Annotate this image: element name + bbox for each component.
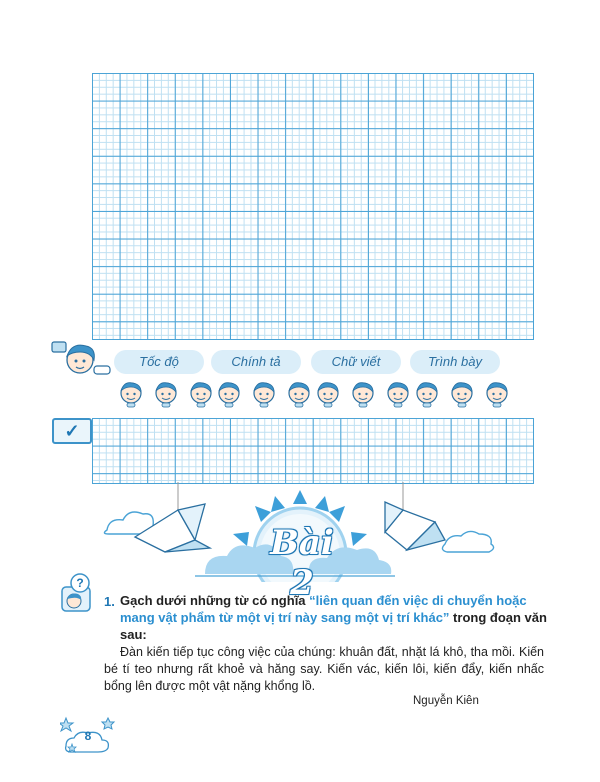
rating-faces-spelling[interactable]: [216, 380, 312, 410]
smiley-face-icon[interactable]: [251, 380, 277, 408]
svg-text:?: ?: [76, 576, 84, 590]
writing-grid-top: [92, 73, 534, 340]
child-mascot-icon: [50, 338, 112, 382]
criteria-handwriting: Chữ viết: [311, 350, 401, 374]
passage-author: Nguyễn Kiên: [413, 695, 479, 707]
rating-faces-speed[interactable]: [118, 380, 214, 410]
smiley-face-icon[interactable]: [153, 380, 179, 408]
question-number: 1.: [104, 594, 115, 609]
smiley-face-icon[interactable]: [118, 380, 144, 408]
question-prefix: Gạch dưới những từ có nghĩa: [120, 593, 310, 608]
criteria-speed: Tốc độ: [114, 350, 204, 374]
question-suffix: trong đoạn văn sau:: [120, 610, 547, 642]
rating-faces-handwriting[interactable]: [315, 380, 411, 410]
smiley-face-icon[interactable]: [350, 380, 376, 408]
question-highlight: “liên quan đến việc di chuyển hoặc mang vật phẩm từ một vị trí này sang một vị trí khác”: [120, 593, 527, 625]
smiley-face-icon[interactable]: [286, 380, 312, 408]
smiley-face-icon[interactable]: [414, 380, 440, 408]
smiley-face-icon[interactable]: [385, 380, 411, 408]
passage-text[interactable]: Đàn kiến tiếp tục công việc của chúng: khuân đất, nhặt lá khô, tha mồi. Kiến bé tí teo nhưng rất khoẻ và hăng say. Kiến vác, kiến lôi, kiến đẩy, kiến nhấc bổng lên được một vật nặng khổng lồ.: [104, 645, 544, 693]
smiley-face-icon[interactable]: [216, 380, 242, 408]
criteria-presentation: Trình bày: [410, 350, 500, 374]
smiley-face-icon[interactable]: [484, 380, 510, 408]
smiley-face-icon[interactable]: [188, 380, 214, 408]
criteria-spelling: Chính tả: [211, 350, 301, 374]
page-number: 8: [84, 729, 92, 743]
rating-faces-presentation[interactable]: [414, 380, 510, 410]
smiley-face-icon[interactable]: [315, 380, 341, 408]
smiley-face-icon[interactable]: [449, 380, 475, 408]
check-icon: ✓: [52, 418, 92, 444]
question-text: [120, 592, 550, 643]
question-icon: [56, 573, 96, 613]
lesson-title: Bài 2: [270, 523, 334, 603]
writing-grid-bottom: [92, 418, 534, 484]
